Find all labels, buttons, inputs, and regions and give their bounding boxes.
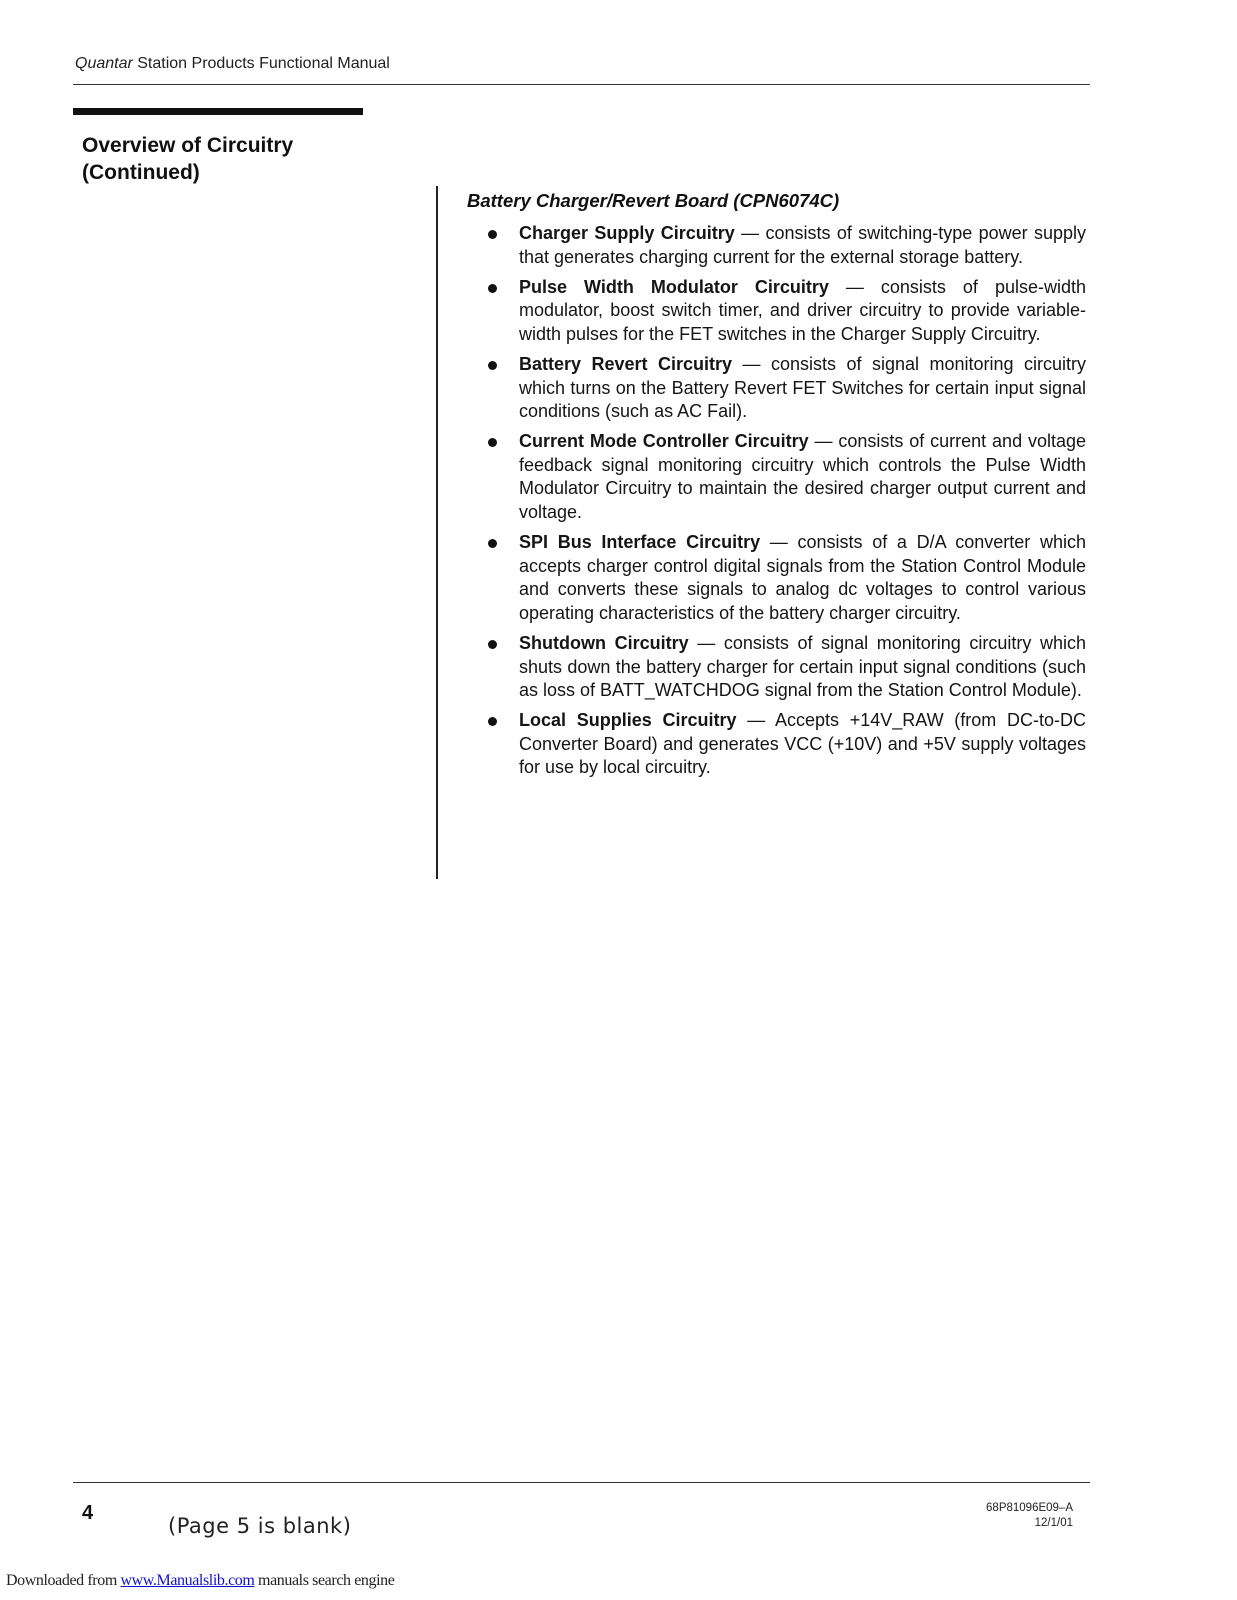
section-title xyxy=(82,132,402,186)
bullet-icon xyxy=(488,438,497,447)
item-title: Shutdown Circuitry xyxy=(519,633,689,653)
item-text: — consists of signal monitoring circuitry which shuts down the battery charger for certain input signal conditions (such as loss of BATT_WATCHDOG signal from the Station Control Module). xyxy=(519,633,1086,701)
running-header xyxy=(75,55,390,73)
list-item xyxy=(488,531,1086,625)
item-title: Local Supplies Circuitry xyxy=(519,710,737,731)
change-bar xyxy=(436,186,438,879)
manualslib-link[interactable]: www.Manualslib.com xyxy=(120,1572,255,1589)
item-title: SPI Bus Interface Circuitry xyxy=(519,532,761,553)
footer-rule xyxy=(73,1482,1090,1483)
section-title-line1: Overview of Circuitry xyxy=(82,134,294,157)
item-text: — consists of pulse-width modulator, boost switch timer, and driver circuitry to provide variable-width pulses for the FET switches in the Charger Supply Circuitry. xyxy=(519,276,1086,344)
download-prefix: Downloaded from xyxy=(6,1572,121,1589)
item-title: Pulse Width Modulator Circuitry xyxy=(519,276,829,297)
header-rule xyxy=(73,84,1090,85)
item-text: — consists of signal monitoring circuitry which turns on the Battery Revert FET Switches for certain input signal conditions (such as AC Fail). xyxy=(519,353,1086,422)
list-item xyxy=(488,632,1086,703)
bullet-icon xyxy=(488,539,497,548)
item-title: Charger Supply Circuitry xyxy=(519,223,735,243)
item-text: — Accepts +14V_RAW (from DC-to-DC Converter Board) and generates VCC (+10V) and +5V supply voltages for use by local circuitry. xyxy=(519,710,1086,778)
list-item xyxy=(488,709,1086,780)
section-bar xyxy=(73,108,363,115)
list-item xyxy=(488,222,1086,269)
item-title: Current Mode Controller Circuitry xyxy=(519,431,809,452)
bullet-icon xyxy=(488,284,497,293)
download-suffix: manuals search engine xyxy=(254,1572,395,1589)
item-text: — consists of switching-type power supply that generates charging current for the external storage battery. xyxy=(519,223,1086,267)
bullet-icon xyxy=(488,230,497,239)
document-date: 12/1/01 xyxy=(1034,1517,1073,1529)
header-title: Station Products Functional Manual xyxy=(132,55,390,72)
list-item xyxy=(488,430,1086,524)
item-text: — consists of current and voltage feedback signal monitoring circuitry which controls the Pulse Width Modulator Circuitry to maintain the desired charger output current and voltage. xyxy=(519,431,1086,523)
header-brand: Quantar xyxy=(75,55,133,72)
document-number: 68P81096E09–A xyxy=(986,1502,1073,1514)
bullet-icon xyxy=(488,717,497,726)
document-id xyxy=(986,1501,1073,1531)
list-item xyxy=(488,353,1086,424)
page-number: 4 xyxy=(82,1502,94,1524)
circuitry-list xyxy=(488,222,1086,787)
download-attribution xyxy=(6,1572,394,1590)
item-title: Battery Revert Circuitry xyxy=(519,353,733,374)
subheading: Battery Charger/Revert Board (CPN6074C) xyxy=(467,190,840,211)
bullet-icon xyxy=(488,640,497,649)
blank-page-note: (Page 5 is blank) xyxy=(168,1514,352,1538)
section-title-line2: (Continued) xyxy=(82,161,200,184)
list-item xyxy=(488,276,1086,347)
item-text: — consists of a D/A converter which accepts charger control digital signals from the Station Control Module and converts these signals to analog dc voltages to control various operating characteristics of the battery charger circuitry. xyxy=(519,532,1086,623)
bullet-icon xyxy=(488,361,497,370)
